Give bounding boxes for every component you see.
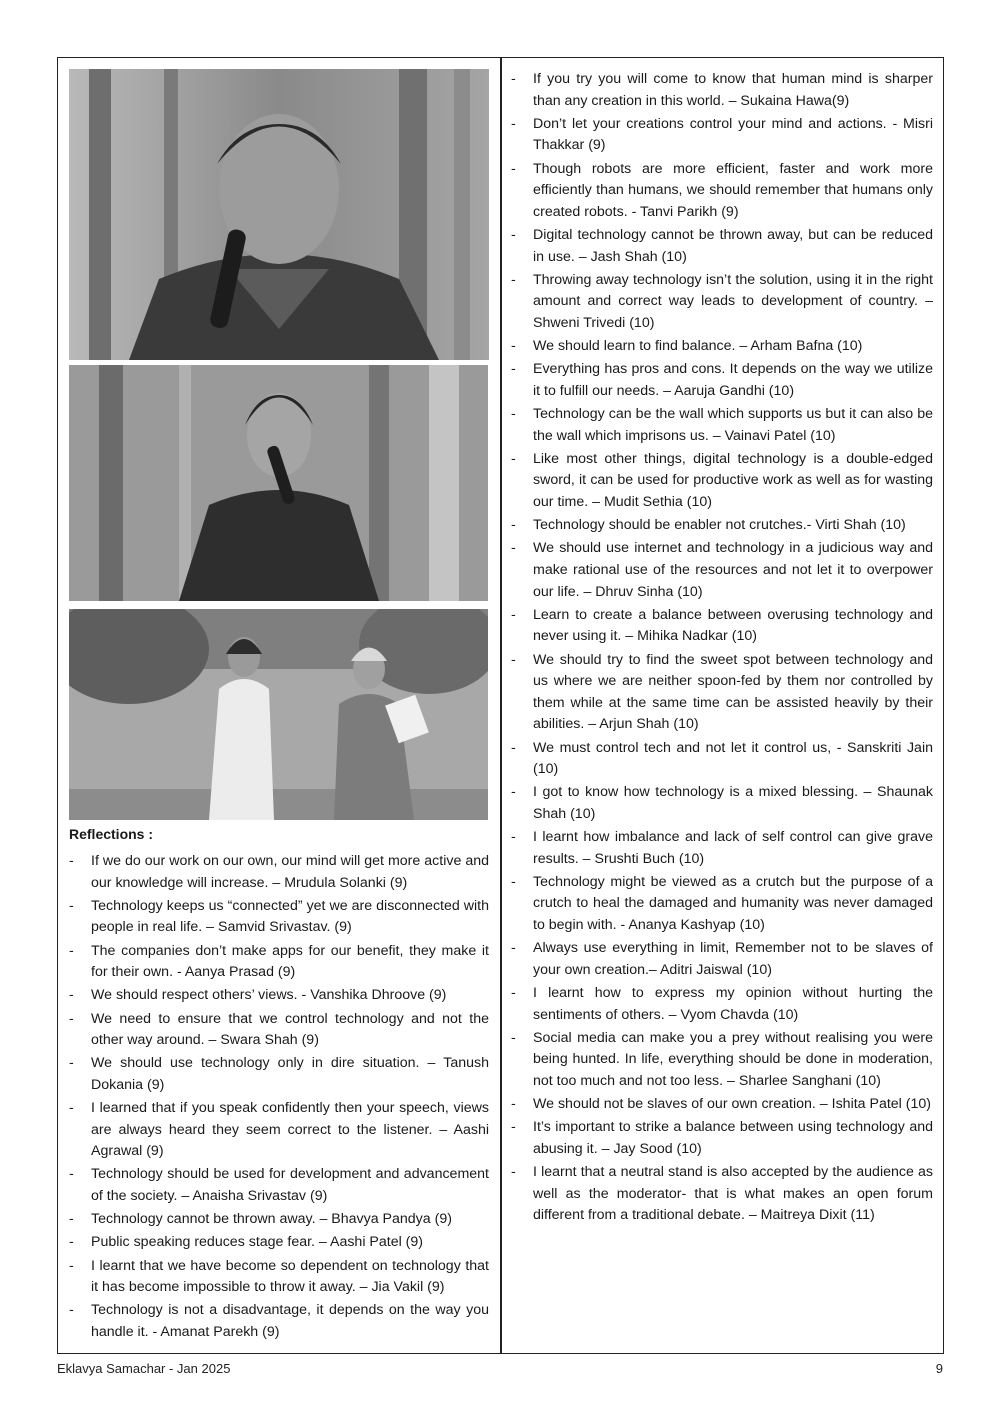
reflection-item [69,851,489,894]
bullet-dash: - [69,987,74,1004]
reflection-text: Though robots are more efficient, faster and work more efficiently than humans, we should remember that humans only created robots. - Tanvi Parikh (9) [533,160,933,220]
bullet-dash: - [511,651,516,668]
reflection-text: We should learn to find balance. – Arham Bafna (10) [533,338,863,355]
reflection-item [511,69,933,112]
bullet-dash: - [511,540,516,557]
reflection-item [511,449,933,514]
reflection-item [511,1117,933,1160]
bullet-dash: - [511,985,516,1002]
reflection-item [511,605,933,648]
reflection-item [69,1232,489,1254]
bullet-dash: - [511,450,516,467]
reflection-text: I learnt how imbalance and lack of self control can give grave results. – Srushti Buch (10) [533,829,933,867]
reflection-item [511,1028,933,1093]
reflection-text: It’s important to strike a balance between using technology and abusing it. – Jay Sood (10) [533,1119,933,1157]
reflection-text: Public speaking reduces stage fear. – Aashi Patel (9) [91,1234,424,1251]
bullet-dash: - [511,739,516,756]
bullet-dash: - [511,338,516,355]
reflection-item [511,515,933,537]
reflection-text: I learned that if you speak confidently then your speech, views are always heard they seem correct to the listener. – Aashi Agrawal (9) [91,1100,489,1160]
bullet-dash: - [69,1166,74,1183]
reflection-text: The companies don’t make apps for our benefit, they make it for their own. - Aanya Prasad (9) [91,942,489,981]
footer-publication: Eklavya Samachar - Jan 2025 [57,1361,231,1376]
reflection-text: We must control tech and not let it control us, - Sanskriti Jain (10) [533,739,933,778]
bullet-dash: - [69,1211,74,1228]
bullet-dash: - [69,1055,74,1072]
reflection-item [69,1009,489,1052]
reflection-item [511,738,933,781]
bullet-dash: - [511,226,516,243]
reflection-text: Learn to create a balance between overusing technology and never using it. – Mihika Nadkar (10) [533,606,933,645]
reflection-text: Throwing away technology isn’t the solution, using it in the right amount and correct way leads to development of country. – Shweni Trivedi (10) [533,271,933,331]
bullet-dash: - [511,940,516,957]
reflection-item [69,1300,489,1343]
reflection-text: I learnt that we have become so dependent on technology that it has become impossible to throw it away. – Jia Vakil (9) [91,1257,489,1296]
reflection-item [511,782,933,825]
bullet-dash: - [511,406,516,423]
reflection-text: I learnt how to express my opinion without hurting the sentiments of others. – Vyom Chavda (10) [533,985,933,1023]
bullet-dash: - [511,1119,516,1136]
bullet-dash: - [511,606,516,623]
reflection-text: Technology cannot be thrown away. – Bhavya Pandya (9) [91,1211,452,1228]
reflection-text: Don’t let your creations control your mind and actions. - Misri Thakkar (9) [533,115,933,154]
reflection-text: Everything has pros and cons. It depends on the way we utilize it to fulfill our needs. – Aaruja Gandhi (10) [533,361,933,399]
reflection-item [69,896,489,939]
reflection-item [69,1098,489,1163]
left-reflections-list [69,851,489,1345]
bullet-dash: - [511,829,516,846]
reflection-item [511,938,933,981]
bullet-dash: - [511,160,516,177]
reflection-item [511,404,933,447]
reflection-text: We need to ensure that we control technology and not the other way around. – Swara Shah (9) [91,1010,489,1049]
reflection-item [511,270,933,335]
bullet-dash: - [511,71,516,87]
reflection-item [69,941,489,984]
bullet-dash: - [69,942,74,959]
photo-moderators-on-stage [69,609,488,820]
bullet-dash: - [511,1096,516,1113]
reflection-item [511,1094,933,1116]
bullet-dash: - [69,1100,74,1117]
reflection-item [69,1053,489,1096]
right-reflections-list [511,69,933,1229]
bullet-dash: - [69,1010,74,1027]
reflection-text: Like most other things, digital technology is a double-edged sword, it can be used for productive work as well as for wasting our time. – Mudit Sethia (10) [533,450,933,511]
reflection-text: Digital technology cannot be thrown away, but can be reduced in use. – Jash Shah (10) [533,226,933,265]
bullet-dash: - [511,517,516,534]
reflection-item [511,159,933,224]
reflection-item [69,1164,489,1207]
reflection-text: Technology should be enabler not crutches.- Virti Shah (10) [533,517,906,534]
reflection-item [511,650,933,736]
bullet-dash: - [69,1302,74,1319]
reflection-text: We should not be slaves of our own creation. – Ishita Patel (10) [533,1096,931,1113]
reflection-text: If we do our work on our own, our mind will get more active and our knowledge will increase. – Mrudula Solanki (9) [91,853,489,891]
reflection-item [511,114,933,157]
reflection-text: If you try you will come to know that human mind is sharper than any creation in this world. – Sukaina Hawa(9) [533,71,933,109]
bullet-dash: - [69,1234,74,1251]
reflection-item [511,827,933,870]
reflection-text: We should use technology only in dire situation. – Tanush Dokania (9) [91,1055,489,1093]
photo-girl-speaking [69,365,488,601]
bullet-dash: - [69,897,74,914]
page-number: 9 [935,1361,943,1376]
reflection-text: Social media can make you a prey without realising you were being hunted. In life, everything should be done in moderation, not too much and not too less. – Sharlee Sanghani (10) [533,1029,933,1089]
bullet-dash: - [511,1164,516,1181]
bullet-dash: - [69,1257,74,1274]
reflection-item [511,359,933,402]
section-heading: Reflections : [69,826,154,842]
reflection-item [69,1256,489,1299]
reflection-item [69,1209,489,1231]
reflection-text: Technology should be used for development and advancement of the society. – Anaisha Srivastav (9) [91,1166,489,1205]
reflection-text: I got to know how technology is a mixed blessing. – Shaunak Shah (10) [533,784,933,822]
bullet-dash: - [511,361,516,378]
bullet-dash: - [511,784,516,801]
reflection-text: We should respect others’ views. - Vanshika Dhroove (9) [91,987,447,1004]
bullet-dash: - [69,853,74,869]
reflection-text: Always use everything in limit, Remember not to be slaves of your own creation.– Aditri Jaiswal (10) [533,940,933,978]
reflection-item [511,1162,933,1227]
photo-boy-speaking [69,69,489,360]
bullet-dash: - [511,1029,516,1046]
reflection-item [69,985,489,1007]
reflection-text: Technology might be viewed as a crutch but the purpose of a crutch to heal the damaged and humanity was never damaged to begin with. - Ananya Kashyap (10) [533,873,933,934]
reflection-text: Technology is not a disadvantage, it depends on the way you handle it. - Amanat Parekh (9) [91,1302,489,1340]
reflection-text: Technology keeps us “connected” yet we are disconnected with people in real life. – Samvid Srivastav. (9) [91,897,489,936]
bullet-dash: - [511,873,516,890]
reflection-item [511,538,933,603]
reflection-text: We should try to find the sweet spot between technology and us where we are neither spoon-fed by them nor controlled by them while at the same time can be assisted heavily by their abilities. – Arjun Shah (10) [533,651,933,733]
bullet-dash: - [511,115,516,132]
reflection-item [511,225,933,268]
reflection-item [511,872,933,937]
bullet-dash: - [511,271,516,288]
column-divider [500,57,502,1354]
reflection-text: We should use internet and technology in a judicious way and make rational use of the resources and not let it to overpower our life. – Dhruv Sinha (10) [533,540,933,600]
reflection-text: I learnt that a neutral stand is also accepted by the audience as well as the moderator- that is what makes an open forum different from a traditional debate. – Maitreya Dixit (11) [533,1164,933,1224]
reflection-item [511,336,933,358]
reflection-text: Technology can be the wall which supports us but it can also be the wall which imprisons us. – Vainavi Patel (10) [533,406,933,444]
reflection-item [511,983,933,1026]
